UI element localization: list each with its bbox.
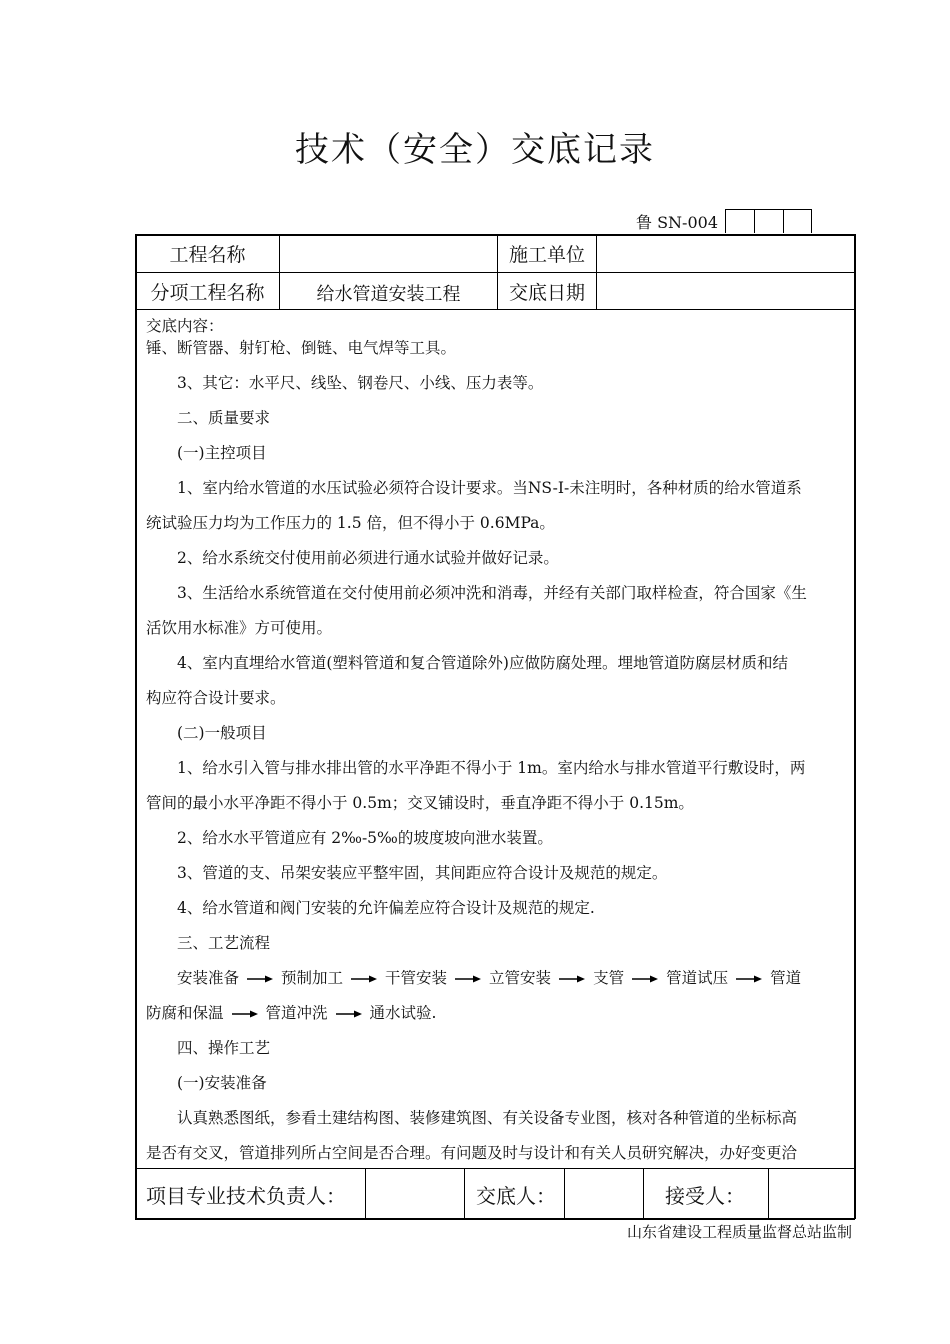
contractor-field[interactable] xyxy=(597,235,854,272)
flow-step: 管道 xyxy=(770,969,802,987)
flow-step: 管道试压 xyxy=(666,969,729,987)
flow-step: 通水试验. xyxy=(369,1004,437,1022)
presenter-label: 交底人： xyxy=(476,1183,556,1208)
subproject-label: 分项工程名称 xyxy=(150,281,265,304)
disclosure-content xyxy=(146,315,846,1176)
arrow-right-icon xyxy=(336,1009,362,1019)
code-box-1[interactable] xyxy=(725,209,755,233)
content-line: 3、生活给水系统管道在交付使用前必须冲洗和消毒，并经有关部门取样检查，符合国家《生 xyxy=(177,584,807,602)
arrow-right-icon xyxy=(351,974,377,984)
content-line: 3、其它：水平尺、线坠、钢卷尺、小线、压力表等。 xyxy=(177,374,544,392)
tech-lead-field[interactable] xyxy=(366,1169,464,1219)
process-flow-row-2 xyxy=(146,1001,846,1036)
receiver-field[interactable] xyxy=(769,1169,854,1219)
project-name-label: 工程名称 xyxy=(169,244,246,266)
contractor-label: 施工单位 xyxy=(508,244,585,266)
arrow-right-icon xyxy=(559,974,585,984)
date-field[interactable] xyxy=(597,273,854,309)
content-line: 1、给水引入管与排水排出管的水平净距不得小于 1m。室内给水与排水管道平行敷设时，两 xyxy=(177,759,806,777)
content-line: 二、质量要求 xyxy=(177,409,271,427)
content-label: 交底内容： xyxy=(146,317,224,335)
flow-step: 管道冲洗 xyxy=(265,1004,328,1022)
content-line: 锤、断管器、射钉枪、倒链、电气焊等工具。 xyxy=(146,339,457,357)
date-label: 交底日期 xyxy=(508,281,585,304)
content-line: 管间的最小水平净距不得小于 0.5m；交叉铺设时，垂直净距不得小于 0.15m。 xyxy=(146,794,694,812)
arrow-right-icon xyxy=(455,974,481,984)
flow-step: 预制加工 xyxy=(281,969,344,987)
content-line: (二)一般项目 xyxy=(177,724,267,742)
content-line: 构应符合设计要求。 xyxy=(146,689,286,707)
content-line: (一)安装准备 xyxy=(177,1074,267,1092)
receiver-label: 接受人： xyxy=(665,1183,745,1208)
flow-step: 防腐和保温 xyxy=(146,1004,224,1022)
content-line: 4、室内直埋给水管道(塑料管道和复合管道除外)应做防腐处理。埋地管道防腐层材质和结 xyxy=(177,654,788,672)
content-line: 统试验压力均为工作压力的 1.5 倍，但不得小于 0.6MPa。 xyxy=(146,514,555,532)
content-line: 三、工艺流程 xyxy=(177,934,271,952)
content-line: 2、给水系统交付使用前必须进行通水试验并做好记录。 xyxy=(177,549,559,567)
subproject-field[interactable]: 给水管道安装工程 xyxy=(316,284,461,305)
flow-step: 干管安装 xyxy=(385,969,448,987)
content-line: 1、室内给水管道的水压试验必须符合设计要求。当NS-I-未注明时，各种材质的给水管道系 xyxy=(177,479,802,497)
content-line: (一)主控项目 xyxy=(177,444,267,462)
code-box-2[interactable] xyxy=(754,209,784,233)
content-line: 四、操作工艺 xyxy=(177,1039,271,1057)
flow-step: 安装准备 xyxy=(177,969,240,987)
arrow-right-icon xyxy=(632,974,658,984)
arrow-right-icon xyxy=(736,974,762,984)
page-title: 技术（安全）交底记录 xyxy=(295,130,655,170)
content-line: 认真熟悉图纸，参看土建结构图、装修建筑图、有关设备专业图，核对各种管道的坐标标高 xyxy=(177,1109,798,1127)
process-flow-row-1 xyxy=(146,966,846,1001)
flow-step: 立管安装 xyxy=(489,969,552,987)
content-line: 3、管道的支、吊架安装应平整牢固，其间距应符合设计及规范的规定。 xyxy=(177,864,668,882)
content-line: 是否有交叉，管道排列所占空间是否合理。有问题及时与设计和有关人员研究解决，办好变更洽 xyxy=(146,1144,798,1162)
content-line: 活饮用水标准》方可使用。 xyxy=(146,619,333,637)
arrow-right-icon xyxy=(247,974,273,984)
project-name-field[interactable] xyxy=(280,235,497,272)
tech-lead-label: 项目专业技术负责人： xyxy=(146,1183,346,1208)
issuer-footer: 山东省建设工程质量监督总站监制 xyxy=(626,1223,852,1241)
code-box-3[interactable] xyxy=(783,209,812,233)
flow-step: 支管 xyxy=(593,969,625,987)
content-line: 2、给水水平管道应有 2‰-5‰的坡度坡向泄水装置。 xyxy=(177,829,553,847)
content-line: 4、给水管道和阀门安装的允许偏差应符合设计及规范的规定. xyxy=(177,899,595,917)
presenter-field[interactable] xyxy=(565,1169,643,1219)
arrow-right-icon xyxy=(232,1009,258,1019)
form-code xyxy=(636,209,726,234)
form-code-label: 鲁 SN-004 xyxy=(636,213,718,232)
